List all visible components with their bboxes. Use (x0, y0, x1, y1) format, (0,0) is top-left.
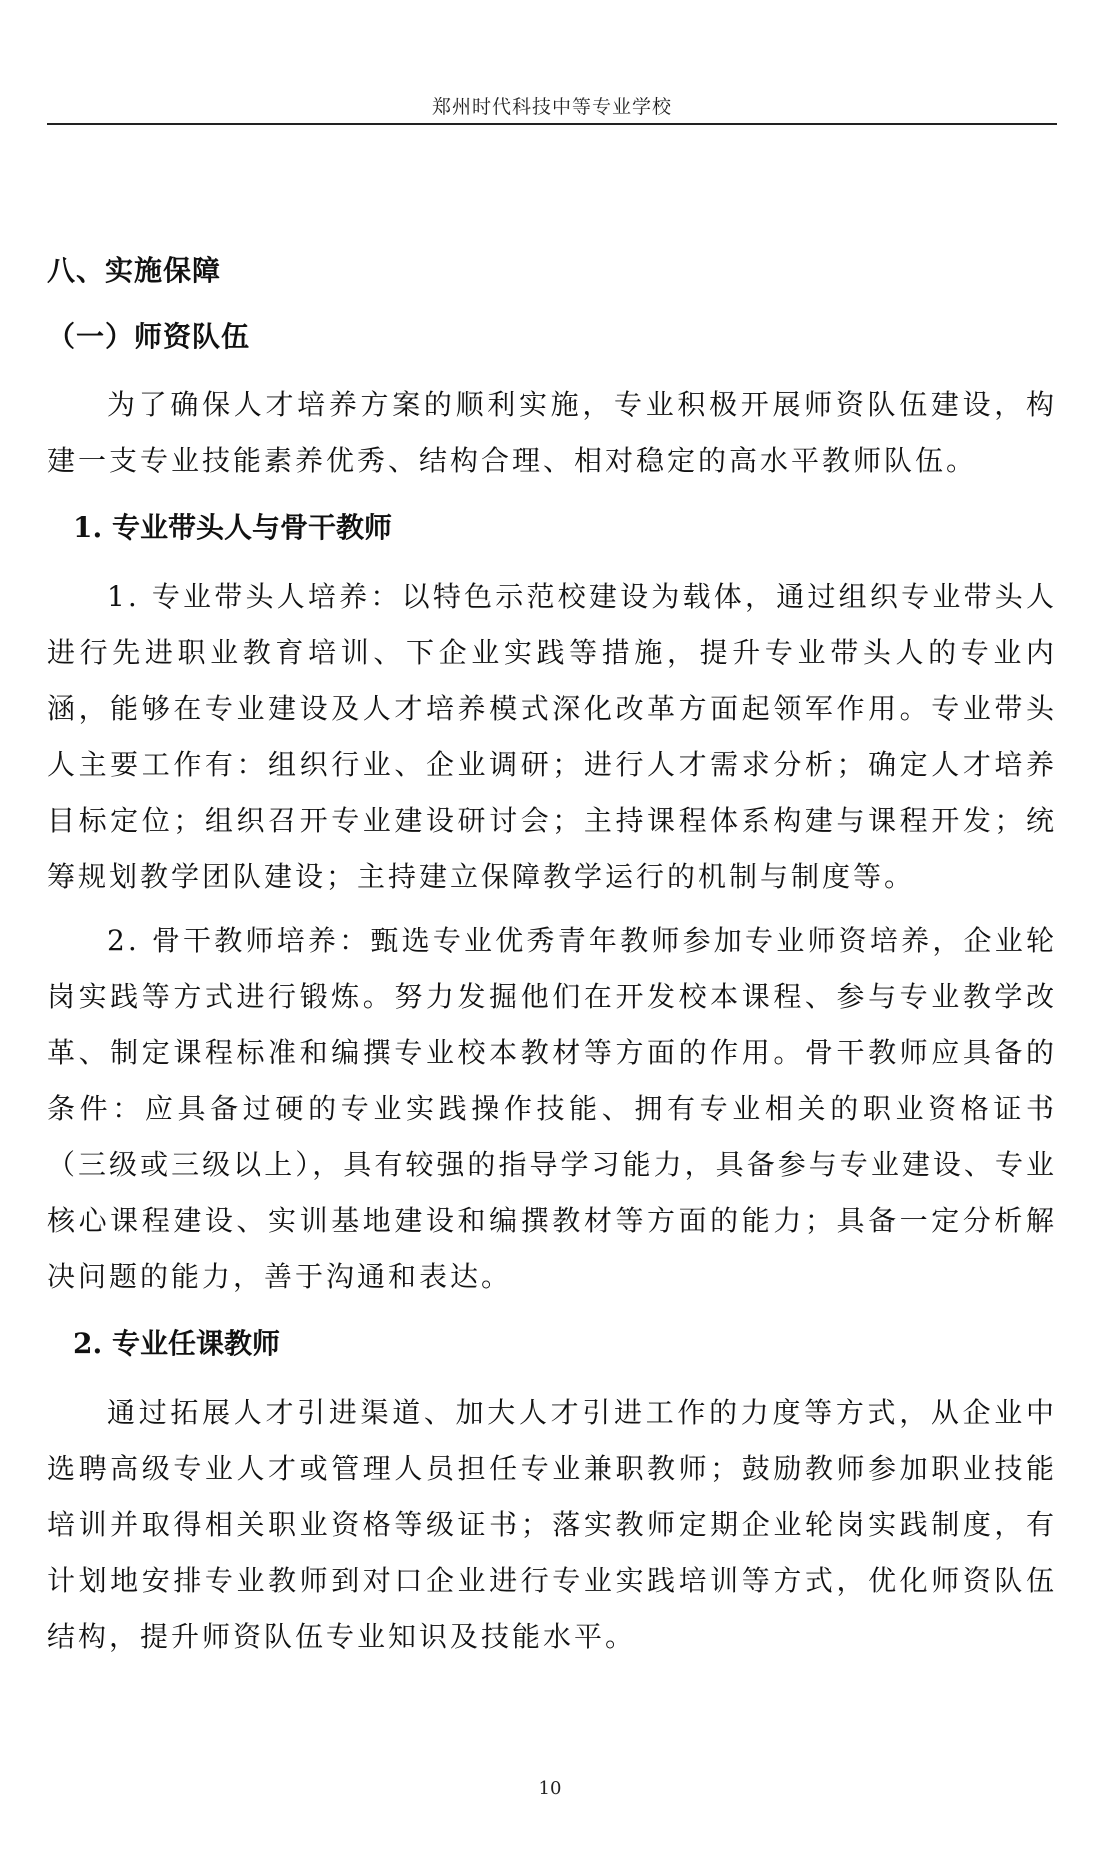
part1-paragraph-backbone-training: 2. 骨干教师培养：甄选专业优秀青年教师参加专业师资培养，企业轮岗实践等方式进行锻炼。努力发掘他们在开发校本课程、参与专业教学改革、制定课程标准和编撰专业校本教材等方面的作用。骨干教师应具备的条件：应具备过硬的专业实践操作技能、拥有专业相关的职业资格证书（三级或三级以上），具有较强的指导学习能力，具备参与专业建设、专业核心课程建设、实训基地建设和编撰教材等方面的能力；具备一定分析解决问题的能力，善于沟通和表达。 (47, 924, 1057, 1293)
document-body (47, 245, 1057, 1665)
header-divider (47, 123, 1057, 125)
section-title: 八、实施保障 (47, 254, 222, 287)
intro-paragraph: 为了确保人才培养方案的顺利实施，专业积极开展师资队伍建设，构建一支专业技能素养优秀、结构合理、相对稳定的高水平教师队伍。 (47, 388, 1057, 477)
part2-paragraph-teachers: 通过拓展人才引进渠道、加大人才引进工作的力度等方式，从企业中选聘高级专业人才或管理人员担任专业兼职教师；鼓励教师参加职业技能培训并取得相关职业资格等级证书；落实教师定期企业轮岗实践制度，有计划地安排专业教师到对口企业进行专业实践培训等方式，优化师资队伍结构，提升师资队伍专业知识及技能水平。 (47, 1396, 1057, 1653)
part1-heading: 1. 专业带头人与骨干教师 (73, 511, 392, 544)
part2-heading: 2. 专业任课教师 (73, 1327, 280, 1360)
part1-paragraph-leader-training: 1. 专业带头人培养：以特色示范校建设为载体，通过组织专业带头人进行先进职业教育培训、下企业实践等措施，提升专业带头人的专业内涵，能够在专业建设及人才培养模式深化改革方面起领军作用。专业带头人主要工作有：组织行业、企业调研；进行人才需求分析；确定人才培养目标定位；组织召开专业建设研讨会；主持课程体系构建与课程开发；统筹规划教学团队建设；主持建立保障教学运行的机制与制度等。 (47, 580, 1057, 893)
page-header-school-name: 郑州时代科技中等专业学校 (431, 96, 672, 118)
subsection-title: （一）师资队伍 (47, 320, 251, 353)
page-number: 10 (538, 1778, 562, 1799)
